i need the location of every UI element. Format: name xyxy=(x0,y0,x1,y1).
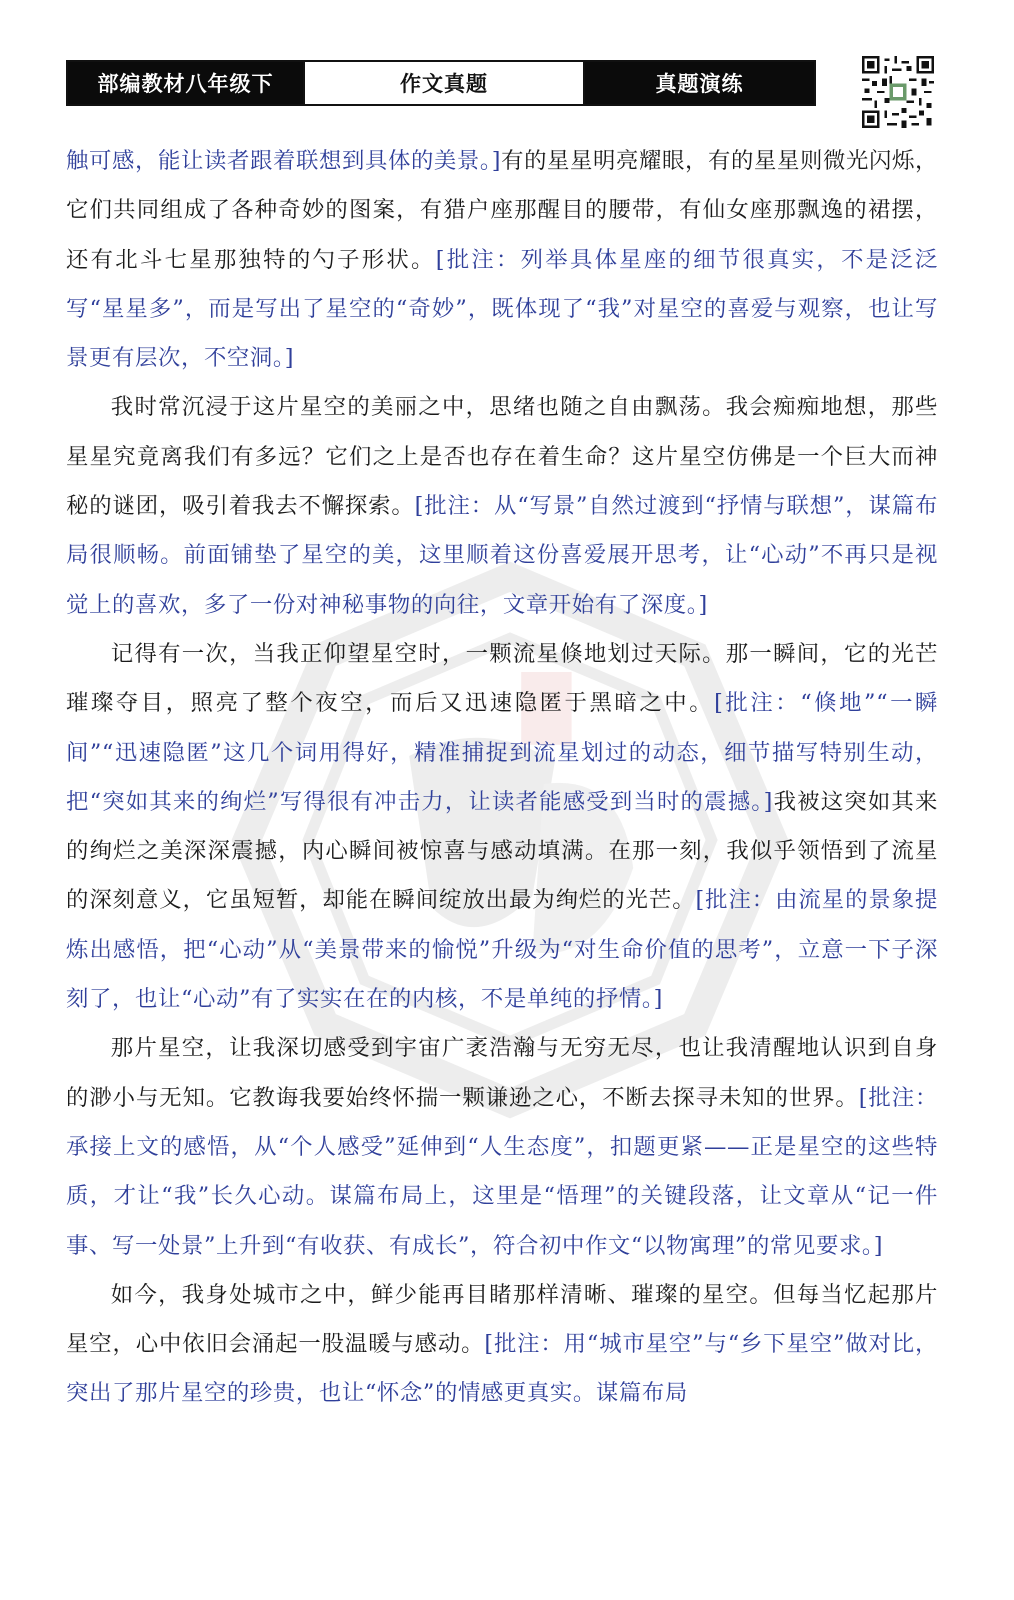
paragraph-3 xyxy=(66,630,938,1024)
body-text: 记得有一次，当我正仰望星空时，一颗流星倏地划过天际。那一瞬间，它的光芒璀璨夺目，照亮了整个夜空，而后又迅速隐匿于黑暗之中。 xyxy=(66,640,938,717)
body-text: 那片星空，让我深切感受到宇宙广袤浩瀚与无穷无尽，也让我清醒地认识到自身的渺小与无知。它教诲我要始终怀揣一颗谦逊之心，不断去探寻未知的世界。 xyxy=(66,1035,938,1111)
annotation-text: [批注：从“写景”自然过渡到“抒情与联想”，谋篇布局很顺畅。前面铺垫了星空的美，这里顺着这份喜爱展开思考，让“心动”不再只是视觉上的喜欢，多了一份对神秘事物的向往，文章开始有了深度。] xyxy=(66,493,939,618)
body-text: 有的星星明亮耀眼，有的星星则微光闪烁，它们共同组成了各种奇妙的图案，有猎户座那醒目的腰带，有仙女座那飘逸的裙摆，还有北斗七星那独特的勺子形状。 xyxy=(66,148,938,273)
essay-content xyxy=(66,137,938,1419)
paragraph-2 xyxy=(66,383,938,629)
paragraph-5 xyxy=(66,1271,938,1419)
paragraph-1 xyxy=(66,137,938,383)
annotation-text: 触可感，能让读者跟着联想到具体的美景。] xyxy=(66,148,502,174)
annotation-text: [批注：用“城市星空”与“乡下星空”做对比，突出了那片星空的珍贵，也让“怀念”的情感更真实。谋篇布局 xyxy=(66,1331,938,1407)
header-bar xyxy=(66,60,816,106)
body-text: 我被这突如其来的绚烂之美深深震撼，内心瞬间被惊喜与感动填满。在那一刻，我似乎领悟到了流星的深刻意义，它虽短暂，却能在瞬间绽放出最为绚烂的光芒。 xyxy=(66,788,938,914)
header-section-title: 作文真题 xyxy=(303,62,585,104)
body-text: 如今，我身处城市之中，鲜少能再目睹那样清晰、璀璨的星空。但每当忆起那片星空，心中依旧会涌起一股温暖与感动。 xyxy=(66,1281,938,1358)
annotation-text: [批注：由流星的景象提炼出感悟，把“心动”从“美景带来的愉悦”升级为“对生命价值的思考”，立意一下子深刻了，也让“心动”有了实实在在的内核，不是单纯的抒情。] xyxy=(66,887,939,1013)
annotation-text: [批注：列举具体星座的细节很真实，不是泛泛写“星星多”，而是写出了星空的“奇妙”，既体现了“我”对星空的喜爱与观察，也让写景更有层次，不空洞。] xyxy=(66,246,939,372)
annotation-text: [批注：“倏地”“一瞬间”“迅速隐匿”这几个词用得好，精准捕捉到流星划过的动态，细节描写特别生动，把“突如其来的绚烂”写得很有冲击力，让读者能感受到当时的震撼。] xyxy=(66,690,938,815)
body-text: 我时常沉浸于这片星空的美丽之中，思绪也随之自由飘荡。我会痴痴地想，那些星星究竟离我们有多远？它们之上是否也存在着生命？这片星空仿佛是一个巨大而神秘的谜团，吸引着我去不懈探索。 xyxy=(66,394,938,520)
qr-code-icon[interactable] xyxy=(862,56,934,128)
paragraph-4 xyxy=(66,1024,938,1270)
header-practice-label: 真题演练 xyxy=(585,62,814,104)
header-grade-label: 部编教材八年级下 xyxy=(68,62,303,104)
annotation-text: [批注：承接上文的感悟，从“个人感受”延伸到“人生态度”，扣题更紧——正是星空的这些特质，才让“我”长久心动。谋篇布局上，这里是“悟理”的关键段落，让文章从“记一件事、写一处景”上升到“有收获、有成长”，符合初中作文“以物寓理”的常见要求。] xyxy=(66,1084,938,1259)
